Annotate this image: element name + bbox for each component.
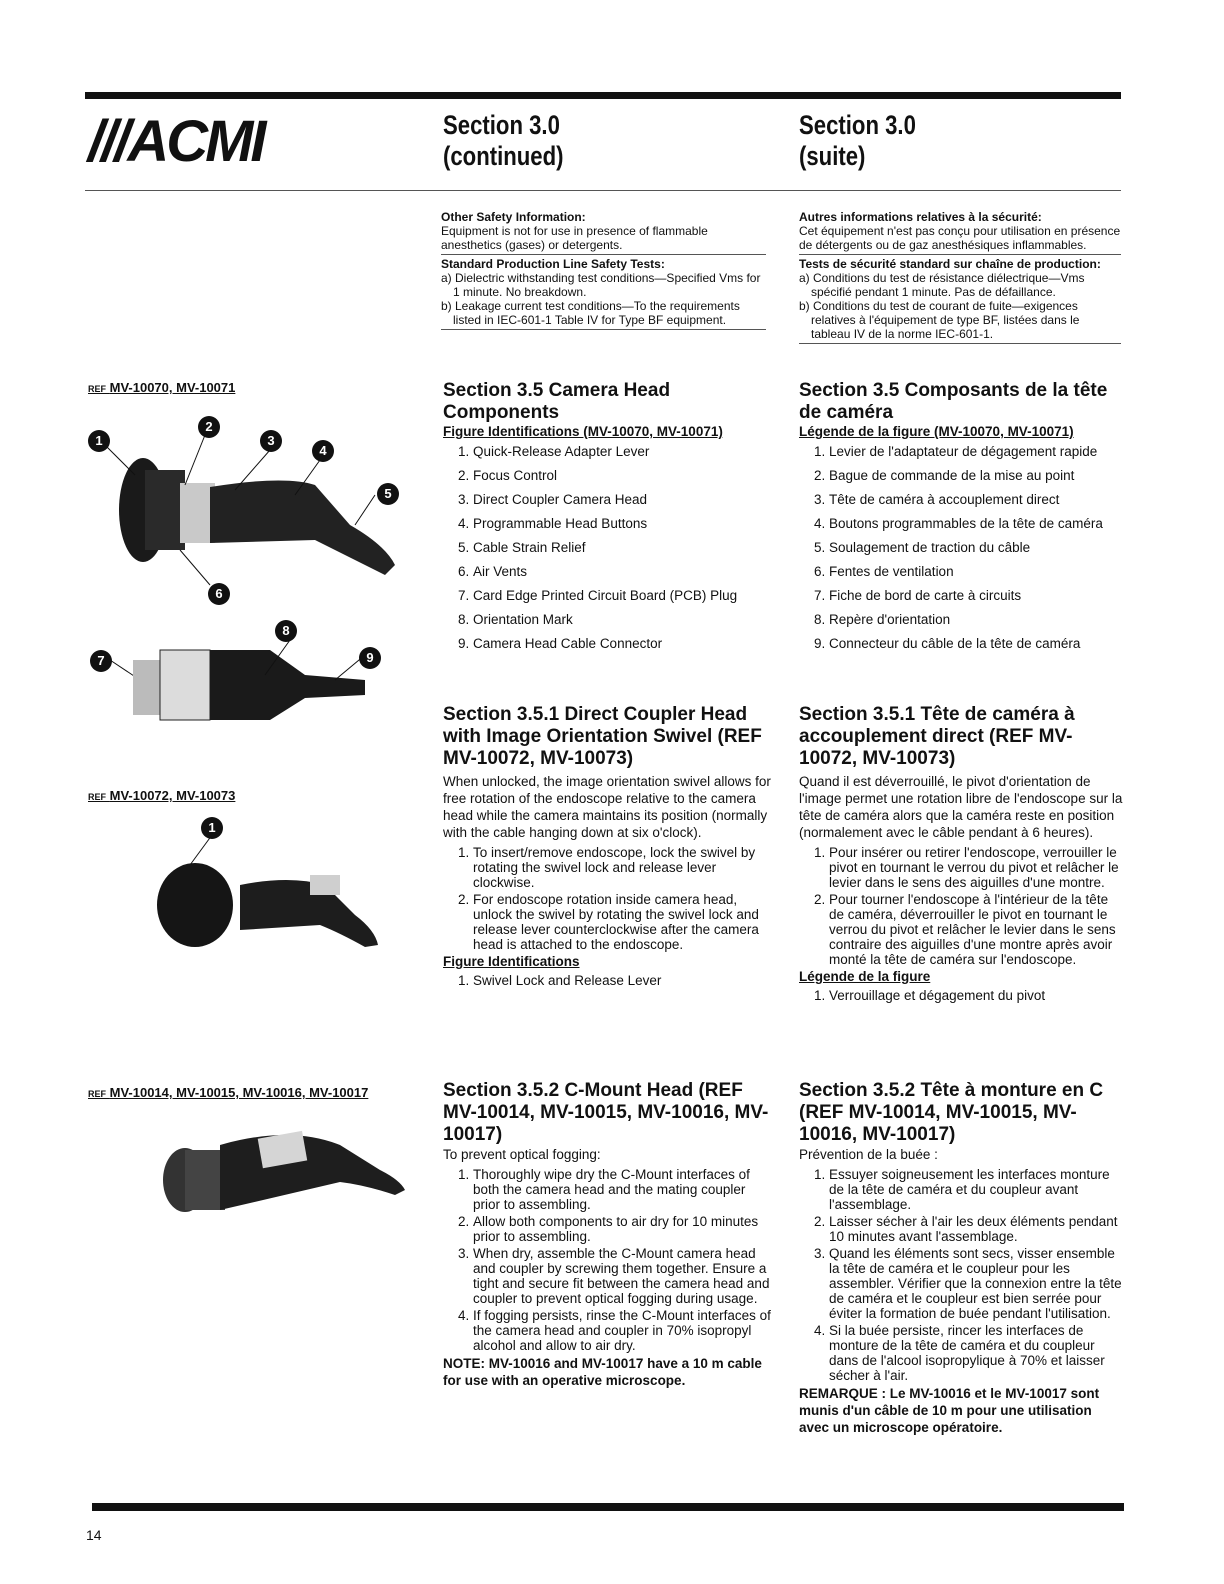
list-item: 3. Tête de caméra à accouplement direct: [829, 491, 1124, 508]
en-section-3-5-title: Section 3.5 Camera Head Components: [443, 380, 671, 423]
acmi-logo: ///ACMI: [88, 109, 264, 174]
en-component-list: [443, 443, 773, 652]
fr-swivel-steps: [799, 845, 1124, 967]
header-divider: [85, 190, 1121, 191]
fr-test-b: b) Conditions du test de courant de fuite—exigences relatives à l'équipement de type BF, listées dans le tableau IV de la norme IEC-601-1.: [799, 299, 1080, 341]
en-header-subtitle: (continued): [443, 141, 564, 171]
list-item: 5. Soulagement de traction du câble: [829, 539, 1124, 556]
en-safety-block: [441, 210, 766, 330]
en-test-a: a) Dielectric withstanding test conditions—Specified Vms for 1 minute. No breakdown.: [441, 271, 761, 299]
fr-swivel-fig-list: [799, 988, 1124, 1003]
list-item: 4. Si la buée persiste, rincer les interfaces de monture de la tête de caméra et du coupleur dans de l'alcool isopropylique à 70% et laisser sécher à l'air.: [829, 1323, 1124, 1383]
list-item: 2. Bague de commande de la mise au point: [829, 467, 1124, 484]
callout-swivel-1: 1: [201, 817, 223, 839]
fr-component-list: [799, 443, 1124, 652]
list-item: 6. Fentes de ventilation: [829, 563, 1124, 580]
en-section-3-5-2: [443, 1080, 773, 1389]
list-item: 2. Laisser sécher à l'air les deux éléments pendant 10 minutes avant l'assemblage.: [829, 1214, 1124, 1244]
list-item: 8. Orientation Mark: [473, 611, 773, 628]
fr-section-3-5-1-title: Section 3.5.1 Tête de caméra à accouplement direct (REF MV-10072, MV-10073): [799, 704, 1075, 769]
callout-1: 1: [88, 430, 110, 452]
en-safety-divider: [441, 254, 766, 255]
callout-3: 3: [260, 430, 282, 452]
camera-head-illustration: [85, 415, 425, 615]
fr-safety-block: [799, 210, 1121, 344]
list-item: 1. Verrouillage et dégagement du pivot: [829, 988, 1124, 1003]
fr-section-3-5-2-title: Section 3.5.2 Tête à monture en C (REF MV-10014, MV-10015, MV-10016, MV-10017): [799, 1080, 1104, 1145]
en-tests-heading: Standard Production Line Safety Tests:: [441, 257, 665, 271]
en-swivel-description: When unlocked, the image orientation swivel allows for free rotation of the endoscope relative to the camera head while the camera maintains its position (normally with the cable hanging down at six o'clock).: [443, 774, 771, 840]
en-section-3-5-2-title: Section 3.5.2 C-Mount Head (REF MV-10014, MV-10015, MV-10016, MV-10017): [443, 1080, 769, 1145]
list-item: 1. Levier de l'adaptateur de dégagement rapide: [829, 443, 1124, 460]
list-item: 1. Swivel Lock and Release Lever: [473, 973, 771, 988]
swivel-head-illustration: [140, 815, 400, 955]
fr-test-a: a) Conditions du test de résistance diélectrique—Vms spécifié pendant 1 minute. Pas de défaillance.: [799, 271, 1085, 299]
list-item: 2. Pour tourner l'endoscope à l'intérieur de la tête de caméra, déverrouiller le pivot en tournant le verrou du pivot et relâcher le levier dans le sens contraire des aiguilles d'une montre après avoir monté la tête de caméra sur l'endoscope.: [829, 892, 1124, 967]
fr-header: [799, 110, 942, 172]
en-fogging-intro: To prevent optical fogging:: [443, 1147, 601, 1162]
ref-label-3: REF MV-10014, MV-10015, MV-10016, MV-10017: [88, 1085, 369, 1100]
list-item: 9. Camera Head Cable Connector: [473, 635, 773, 652]
list-item: 1. To insert/remove endoscope, lock the swivel by rotating the swivel lock and release lever clockwise.: [473, 845, 771, 890]
fr-other-safety-heading: Autres informations relatives à la sécurité:: [799, 210, 1042, 224]
en-fogging-steps: [443, 1167, 773, 1353]
fr-section-3-5-title: Section 3.5 Composants de la tête de caméra: [799, 380, 1108, 423]
en-safety-end-rule: [441, 329, 766, 330]
ref-label-1: REF MV-10070, MV-10071: [88, 380, 236, 395]
fr-fogging-steps: [799, 1167, 1124, 1383]
en-note: NOTE: MV-10016 and MV-10017 have a 10 m cable for use with an operative microscope.: [443, 1356, 762, 1388]
en-swivel-steps: [443, 845, 771, 952]
list-item: 5. Cable Strain Relief: [473, 539, 773, 556]
callout-7: 7: [90, 650, 112, 672]
list-item: 6. Air Vents: [473, 563, 773, 580]
top-rule: [85, 92, 1121, 99]
list-item: 2. For endoscope rotation inside camera head, unlock the swivel by rotating the swivel lock and release lever counterclockwise after the camera head is attached to the endoscope.: [473, 892, 771, 952]
ref-label-2: REF MV-10072, MV-10073: [88, 788, 236, 803]
list-item: 1. Pour insérer ou retirer l'endoscope, verrouiller le pivot en tournant le verrou du pivot et relâcher le levier dans le sens des aiguilles d'une montre.: [829, 845, 1124, 890]
list-item: 1. Quick-Release Adapter Lever: [473, 443, 773, 460]
fr-safety-divider: [799, 254, 1121, 255]
en-other-safety-text: Equipment is not for use in presence of flammable anesthetics (gases) or detergents.: [441, 224, 708, 252]
en-header: [443, 110, 590, 172]
en-test-b: b) Leakage current test conditions—To the requirements listed in IEC-601-1 Table IV for Type BF equipment.: [441, 299, 740, 327]
fr-other-safety-text: Cet équipement n'est pas conçu pour utilisation en présence de détergents ou de gaz anesthésiques inflammables.: [799, 224, 1121, 252]
en-section-3-5-1: [443, 704, 771, 990]
en-swivel-fig-list: [443, 973, 771, 988]
fr-header-subtitle: (suite): [799, 141, 866, 171]
list-item: 1. Thoroughly wipe dry the C-Mount interfaces of both the camera head and the mating coupler prior to assembling.: [473, 1167, 773, 1212]
fr-safety-end-rule: [799, 343, 1121, 344]
en-header-title: Section 3.0: [443, 110, 560, 140]
fr-header-title: Section 3.0: [799, 110, 916, 140]
callout-5: 5: [377, 483, 399, 505]
en-figure-identifications: Figure Identifications (MV-10070, MV-10071): [443, 424, 723, 439]
c-mount-head-illustration: [150, 1110, 410, 1230]
bottom-rule: [92, 1503, 1124, 1511]
callout-8: 8: [275, 620, 297, 642]
page-number: 14: [86, 1527, 102, 1543]
callout-6: 6: [208, 583, 230, 605]
list-item: 7. Card Edge Printed Circuit Board (PCB) Plug: [473, 587, 773, 604]
fr-fogging-intro: Prévention de la buée :: [799, 1147, 938, 1162]
list-item: 4. Programmable Head Buttons: [473, 515, 773, 532]
fr-swivel-fig-heading: Légende de la figure: [799, 969, 931, 984]
fr-swivel-description: Quand il est déverrouillé, le pivot d'orientation de l'image permet une rotation libre de l'endoscope sur la tête de caméra alors que la caméra reste en position (normalement avec le câble pendant à 6 heures).: [799, 774, 1123, 840]
list-item: 3. When dry, assemble the C-Mount camera head and coupler by screwing them together. Ensure a tight and secure fit between the camera head and coupler to prevent optical fogging during usage.: [473, 1246, 773, 1306]
callout-2: 2: [198, 416, 220, 438]
list-item: 9. Connecteur du câble de la tête de caméra: [829, 635, 1124, 652]
en-swivel-fig-heading: Figure Identifications: [443, 954, 580, 969]
callout-9: 9: [359, 647, 381, 669]
fr-section-3-5-1: [799, 704, 1124, 1005]
list-item: 2. Allow both components to air dry for 10 minutes prior to assembling.: [473, 1214, 773, 1244]
en-section-3-5-1-title: Section 3.5.1 Direct Coupler Head with Image Orientation Swivel (REF MV-10072, MV-10073): [443, 704, 762, 769]
fr-note: REMARQUE : Le MV-10016 et le MV-10017 sont munis d'un câble de 10 m pour une utilisation avec un microscope opératoire.: [799, 1386, 1100, 1435]
en-other-safety-heading: Other Safety Information:: [441, 210, 586, 224]
list-item: 4. If fogging persists, rinse the C-Mount interfaces of the camera head and coupler in 70% isopropyl alcohol and allow to air dry.: [473, 1308, 773, 1353]
list-item: 1. Essuyer soigneusement les interfaces monture de la tête de caméra et du coupleur avant l'assemblage.: [829, 1167, 1124, 1212]
connector-illustration: [85, 620, 425, 730]
fr-section-3-5-2: [799, 1080, 1124, 1436]
list-item: 3. Direct Coupler Camera Head: [473, 491, 773, 508]
fr-figure-legend: Légende de la figure (MV-10070, MV-10071): [799, 424, 1074, 439]
list-item: 3. Quand les éléments sont secs, visser ensemble la tête de caméra et le coupleur pour les assembler. Vérifier que la connexion entre la tête de caméra et le coupleur est bien serrée pour éviter la formation de buée pendant l'utilisation.: [829, 1246, 1124, 1321]
fr-tests-heading: Tests de sécurité standard sur chaîne de production:: [799, 257, 1101, 271]
list-item: 7. Fiche de bord de carte à circuits: [829, 587, 1124, 604]
en-section-3-5: [443, 380, 773, 659]
list-item: 8. Repère d'orientation: [829, 611, 1124, 628]
fr-section-3-5: [799, 380, 1124, 659]
callout-4: 4: [312, 440, 334, 462]
list-item: 4. Boutons programmables de la tête de caméra: [829, 515, 1124, 532]
list-item: 2. Focus Control: [473, 467, 773, 484]
